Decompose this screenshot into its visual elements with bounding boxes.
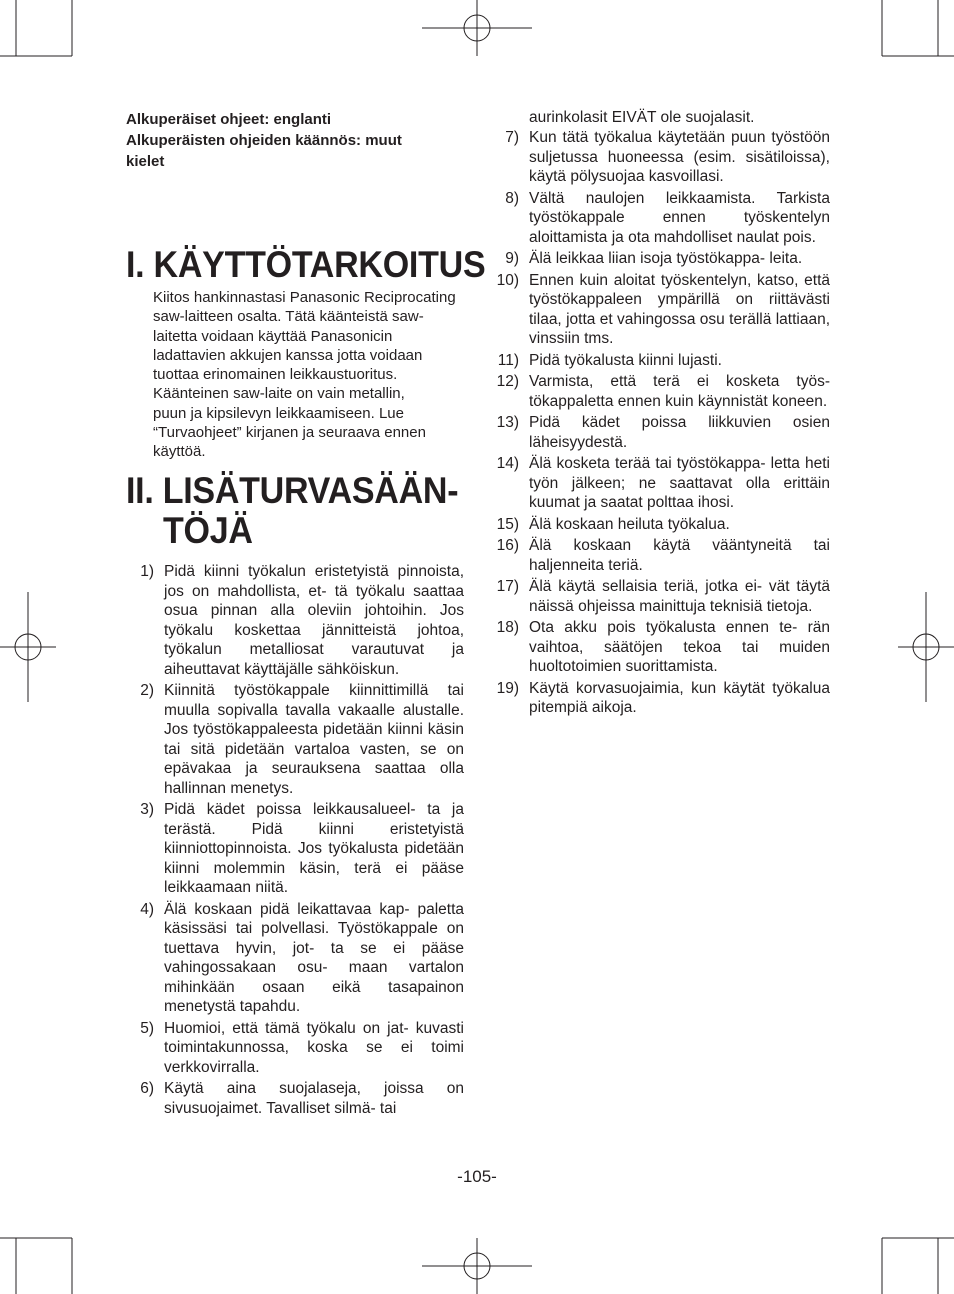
intro-line: tuottaa erinomainen leikkaustuoritus. — [153, 366, 398, 384]
intro-line: laitetta voidaan käyttää Panasonicin — [153, 327, 393, 345]
item-number: 4) — [140, 900, 154, 918]
item-number: 19) — [496, 679, 519, 697]
intro-line: saw-laitteen osalta. Tätä käänteistä saw- — [153, 308, 424, 326]
header-line-languages: kielet — [126, 153, 165, 170]
list-item — [126, 1019, 464, 1078]
list-item — [488, 515, 830, 535]
list-item — [126, 562, 464, 679]
list-item — [488, 128, 830, 187]
intro-line: Kiitos hankinnastasi Panasonic Reciprocating — [153, 289, 456, 306]
intro-line: puun ja kipsilevyn leikkaamiseen. Lue — [153, 404, 404, 422]
item-number: 1) — [140, 563, 154, 580]
item-number: 3) — [140, 801, 154, 818]
section-title-safety-line1: II. LISÄTURVASÄÄN- — [126, 470, 459, 511]
section-title-safety-line2: TÖJÄ — [163, 510, 253, 551]
item-text: Huomioi, että tämä työkalu on jat- kuvasti toimintakunnossa, koska se ei toimi verkkovirralla. — [164, 1019, 464, 1076]
intro-line: ladattavien akkujen kanssa jotta voidaan — [153, 346, 423, 364]
item-number: 8) — [505, 189, 519, 207]
item-text: Älä käytä sellaisia teriä, jotka ei- vät täytä näissä ohjeissa mainittuja teknisiä tietoja. — [529, 578, 830, 615]
intro-line: “Turvaohjeet” kirjanen ja seuraava ennen — [153, 424, 426, 442]
intro-line: käyttöä. — [153, 443, 206, 461]
item-number: 7) — [505, 129, 519, 146]
item-text: Älä kosketa terää tai työstökappa- letta heti työn jälkeen; ne saattavat olla erittäin kuumat ja saatat polttaa ihosi. — [529, 455, 830, 511]
item-text: Pidä kiinni työkalun eristetyistä pinnoista, jos on mahdollista, et- tä työkalu saattaa osua pinnan alla oleviin johtoihin. Jos työkalu koskettaa jännitteistä johtoa, työkalun metalliosat varautuvat ja aiheuttavat käyttäjälle sähköiskun. — [164, 563, 464, 678]
list-item — [488, 536, 830, 575]
item-number: 10) — [496, 271, 519, 289]
item-text: Vältä naulojen leikkaamista. Tarkista työstökappale ennen työskentelyn aloittamista ja ota mahdolliset naulat pois. — [529, 189, 830, 246]
item-text: Pidä kädet poissa leikkausalueel- ta ja terästä. Pidä kiinni eristetyistä kiinniottopinnoista. Jos työkalusta pidetään kiinni molemmin käsin, terä ei pääse leikkaamaan niitä. — [164, 801, 464, 896]
section-title-purpose: I. KÄYTTÖTARKOITUS — [126, 244, 486, 285]
item-text: Älä koskaan käytä vääntyneitä tai haljenneita teriä. — [529, 537, 830, 574]
item-number: 17) — [496, 578, 519, 595]
list-item — [488, 618, 830, 677]
list-item — [488, 249, 830, 269]
list-item — [126, 800, 464, 898]
item-text: Ennen kuin aloitat työskentelyn, katso, että työstökappaleen ympärillä on riittävästi tilaa, jotta et vahingossa osu terällä lattiaan, vinssiin tms. — [529, 271, 830, 347]
list-item — [488, 413, 830, 452]
section-intro-text — [153, 288, 463, 462]
document-header — [126, 109, 466, 172]
list-item — [488, 189, 830, 248]
list-item — [126, 900, 464, 1017]
item-number: 9) — [505, 250, 519, 267]
item-number: 6) — [140, 1080, 154, 1097]
list-item — [488, 679, 830, 718]
list-item — [488, 372, 830, 411]
item-text: Pidä kädet poissa liikkuvien osien läheisyydestä. — [529, 414, 830, 451]
item-text: Ota akku pois työkalusta ennen te- rän vaihtoa, säätöjen tekoa tai muiden huoltotoimien suorittamista. — [529, 619, 830, 675]
page-number: -105- — [457, 1167, 497, 1186]
item-number: 11) — [497, 351, 519, 369]
list-item — [126, 1079, 464, 1118]
item-text: Kun tätä työkalua käytetään puun työstöön suljetussa huoneessa (esim. sisätiloissa), käytä pölysuojaa kasvoillasi. — [529, 129, 830, 185]
item-6-continuation: aurinkolasit EIVÄT ole suojalasit. — [529, 109, 755, 126]
list-item — [488, 271, 830, 349]
list-item — [488, 454, 830, 513]
item-text: Älä koskaan heiluta työkalua. — [529, 515, 730, 533]
safety-list-right — [488, 128, 830, 720]
intro-line: Käänteinen saw-laite on vain metallin, — [153, 385, 405, 403]
item-text: Käytä korvasuojaimia, kun käytät työkalua pitempiä aikoja. — [529, 679, 830, 716]
list-item — [488, 351, 830, 371]
item-number: 2) — [140, 682, 154, 699]
header-line-original: Alkuperäiset ohjeet: englanti — [126, 111, 332, 128]
item-text: Älä koskaan pidä leikattavaa kap- paletta käsissäsi tai polvellasi. Työstökappale on tuettava hyvin, jot- ta se ei pääse vahingossakaan osu- maan vartalon mihinkään osaan eikä tasapainon menetystä tapahdu. — [164, 900, 464, 1015]
item-text: Varmista, että terä ei kosketa työs- tökappaletta ennen kuin käynnistät koneen. — [529, 373, 830, 410]
item-number: 15) — [496, 515, 519, 533]
safety-list-left — [126, 562, 464, 1120]
item-text: Pidä työkalusta kiinni lujasti. — [529, 351, 722, 369]
item-number: 18) — [496, 619, 519, 636]
item-number: 13) — [496, 414, 519, 431]
list-item — [488, 577, 830, 616]
item-text: Käytä aina suojalaseja, joissa on sivusuojaimet. Tavalliset silmä- tai — [164, 1080, 464, 1117]
item-number: 5) — [140, 1019, 154, 1037]
item-text: Kiinnitä työstökappale kiinnittimillä tai muulla sopivalla tavalla vakaalle alustalle. Jos työstökappaleesta pidetään kiinni käsin tai sitä pidetään vartaloa vasten, se on epävakaa ja seurauksena saattaa olla hallinnan menetys. — [164, 682, 464, 797]
item-number: 14) — [496, 455, 519, 472]
item-text: Älä leikkaa liian isoja työstökappa- leita. — [529, 250, 803, 267]
item-number: 12) — [496, 373, 519, 390]
item-number: 16) — [496, 537, 519, 554]
list-item — [126, 681, 464, 798]
header-line-translation: Alkuperäisten ohjeiden käännös: muut — [126, 132, 402, 149]
